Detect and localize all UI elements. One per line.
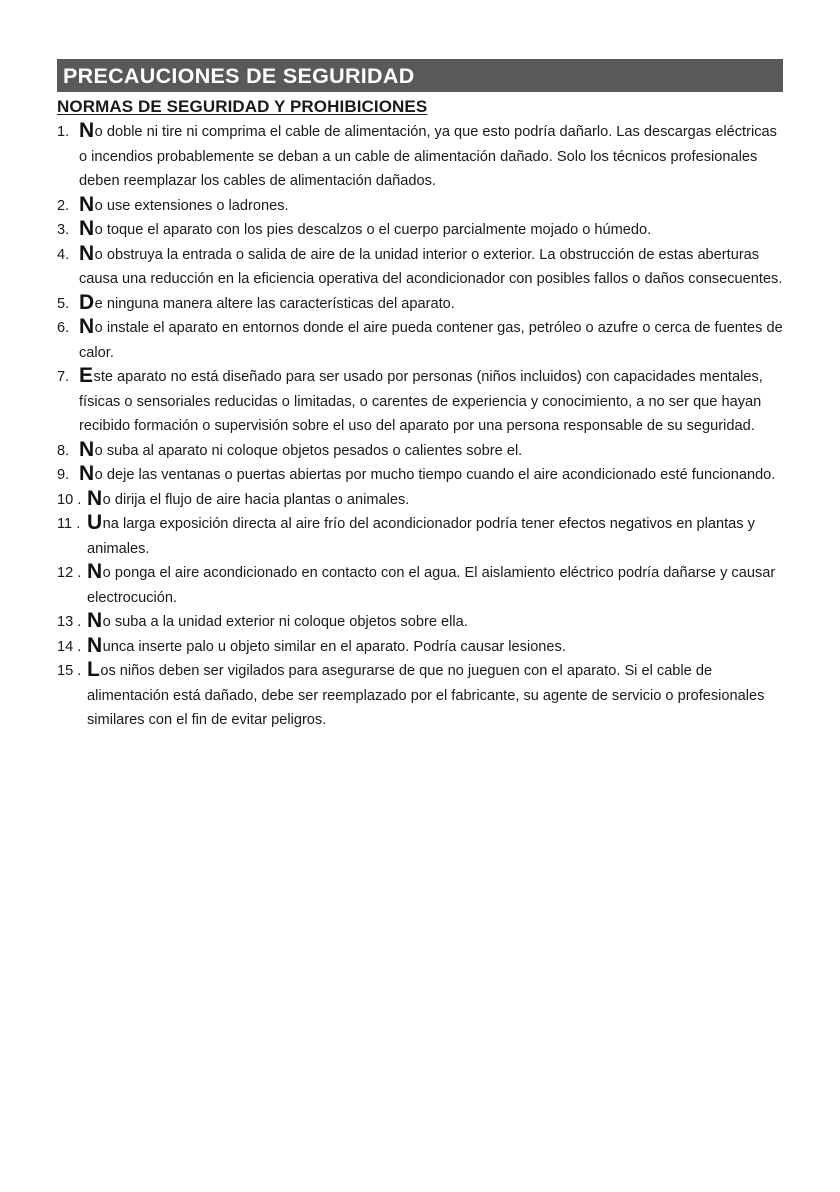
rule-number: 13 . — [57, 614, 82, 630]
rule-initial: N — [87, 486, 103, 510]
rule-initial: N — [79, 241, 95, 265]
rule-item-3 — [57, 218, 783, 243]
rule-item-11 — [57, 512, 783, 561]
rule-number: 11 . — [57, 516, 81, 532]
rule-initial: U — [87, 511, 103, 534]
rule-initial: D — [79, 290, 95, 314]
rule-initial: N — [79, 119, 95, 142]
rule-number: 7. — [57, 369, 70, 385]
rule-text: na larga exposición directa al aire frío del acondicionador podría tener efectos negativos en plantas y animales. — [87, 516, 755, 557]
rule-text: o suba al aparato ni coloque objetos pesados o calientes sobre el. — [94, 442, 523, 459]
rule-text: ste aparato no está diseñado para ser usado por personas (niños incluidos) con capacidades mentales, físicas o sensoriales reducidas o limitadas, o carentes de experiencia y conocimiento, a no ser que hayan recibido formación o supervisión sobre el uso del aparato por una persona responsable de su seguridad. — [79, 369, 763, 434]
rule-initial: N — [79, 192, 95, 216]
rule-text: o obstruya la entrada o salida de aire de la unidad interior o exterior. La obstrucción de estas aberturas causa una reducción en la eficiencia operativa del acondicionador con posibles fallos o daños consecuentes. — [79, 246, 783, 287]
rule-item-9 — [57, 463, 783, 488]
rule-number: 5. — [57, 295, 70, 312]
rule-number: 8. — [57, 442, 70, 459]
rule-initial: N — [79, 462, 95, 485]
rule-item-12 — [57, 561, 783, 610]
rule-item-1 — [57, 120, 783, 194]
rule-number: 3. — [57, 222, 70, 238]
rule-number: 15 . — [57, 663, 82, 679]
section-subtitle: NORMAS DE SEGURIDAD Y PROHIBICIONES — [57, 97, 428, 116]
rule-initial: L — [87, 658, 100, 681]
rule-initial: N — [87, 633, 103, 657]
rules-list — [57, 120, 783, 733]
rule-initial: N — [79, 217, 95, 240]
rule-number: 1. — [57, 124, 70, 140]
rule-number: 6. — [57, 320, 70, 336]
rule-text: o dirija el flujo de aire hacia plantas o animales. — [102, 491, 410, 508]
rule-item-4 — [57, 243, 783, 292]
rule-number: 10 . — [57, 491, 82, 508]
rule-text: o deje las ventanas o puertas abiertas por mucho tiempo cuando el aire acondicionado esté funcionando. — [94, 467, 776, 483]
rule-item-15 — [57, 659, 783, 733]
safety-page — [57, 59, 783, 733]
rule-text: o doble ni tire ni comprima el cable de alimentación, ya que esto podría dañarlo. Las descargas eléctricas o incendios probablemente se deban a un cable de alimentación dañado. Solo los técnicos profesionales deben reemplazar los cables de alimentación dañados. — [79, 124, 777, 189]
rule-text: o suba a la unidad exterior ni coloque objetos sobre ella. — [102, 614, 468, 630]
rule-text: e ninguna manera altere las características del aparato. — [94, 295, 455, 312]
rule-number: 14 . — [57, 638, 82, 655]
rule-initial: N — [87, 560, 103, 583]
rule-item-5 — [57, 292, 783, 317]
rule-text: o use extensiones o ladrones. — [94, 197, 289, 214]
rule-text: o instale el aparato en entornos donde el aire pueda contener gas, petróleo o azufre o cerca de fuentes de calor. — [79, 320, 783, 361]
rule-text: o ponga el aire acondicionado en contacto con el agua. El aislamiento eléctrico podría dañarse y causar electrocución. — [87, 565, 776, 606]
rule-item-13 — [57, 610, 783, 635]
rule-number: 4. — [57, 246, 70, 263]
rule-item-7 — [57, 365, 783, 439]
rule-number: 2. — [57, 197, 70, 214]
rule-item-2 — [57, 194, 783, 219]
rule-text: os niños deben ser vigilados para asegurarse de que no jueguen con el aparato. Si el cable de alimentación está dañado, debe ser reemplazado por el fabricante, su agente de servicio o profesionales similares con el fin de evitar peligros. — [87, 663, 765, 728]
rule-initial: E — [79, 364, 94, 387]
rule-initial: N — [79, 437, 95, 461]
rule-text: unca inserte palo u objeto similar en el aparato. Podría causar lesiones. — [102, 638, 566, 655]
rule-number: 12 . — [57, 565, 82, 581]
rule-text: o toque el aparato con los pies descalzos o el cuerpo parcialmente mojado o húmedo. — [94, 222, 652, 238]
rule-item-10 — [57, 488, 783, 513]
rule-item-8 — [57, 439, 783, 464]
rule-item-14 — [57, 635, 783, 660]
rule-item-6 — [57, 316, 783, 365]
rule-number: 9. — [57, 467, 70, 483]
section-title-bar — [57, 59, 783, 92]
rule-initial: N — [87, 609, 103, 632]
section-title: PRECAUCIONES DE SEGURIDAD — [63, 64, 415, 88]
rule-initial: N — [79, 315, 95, 338]
